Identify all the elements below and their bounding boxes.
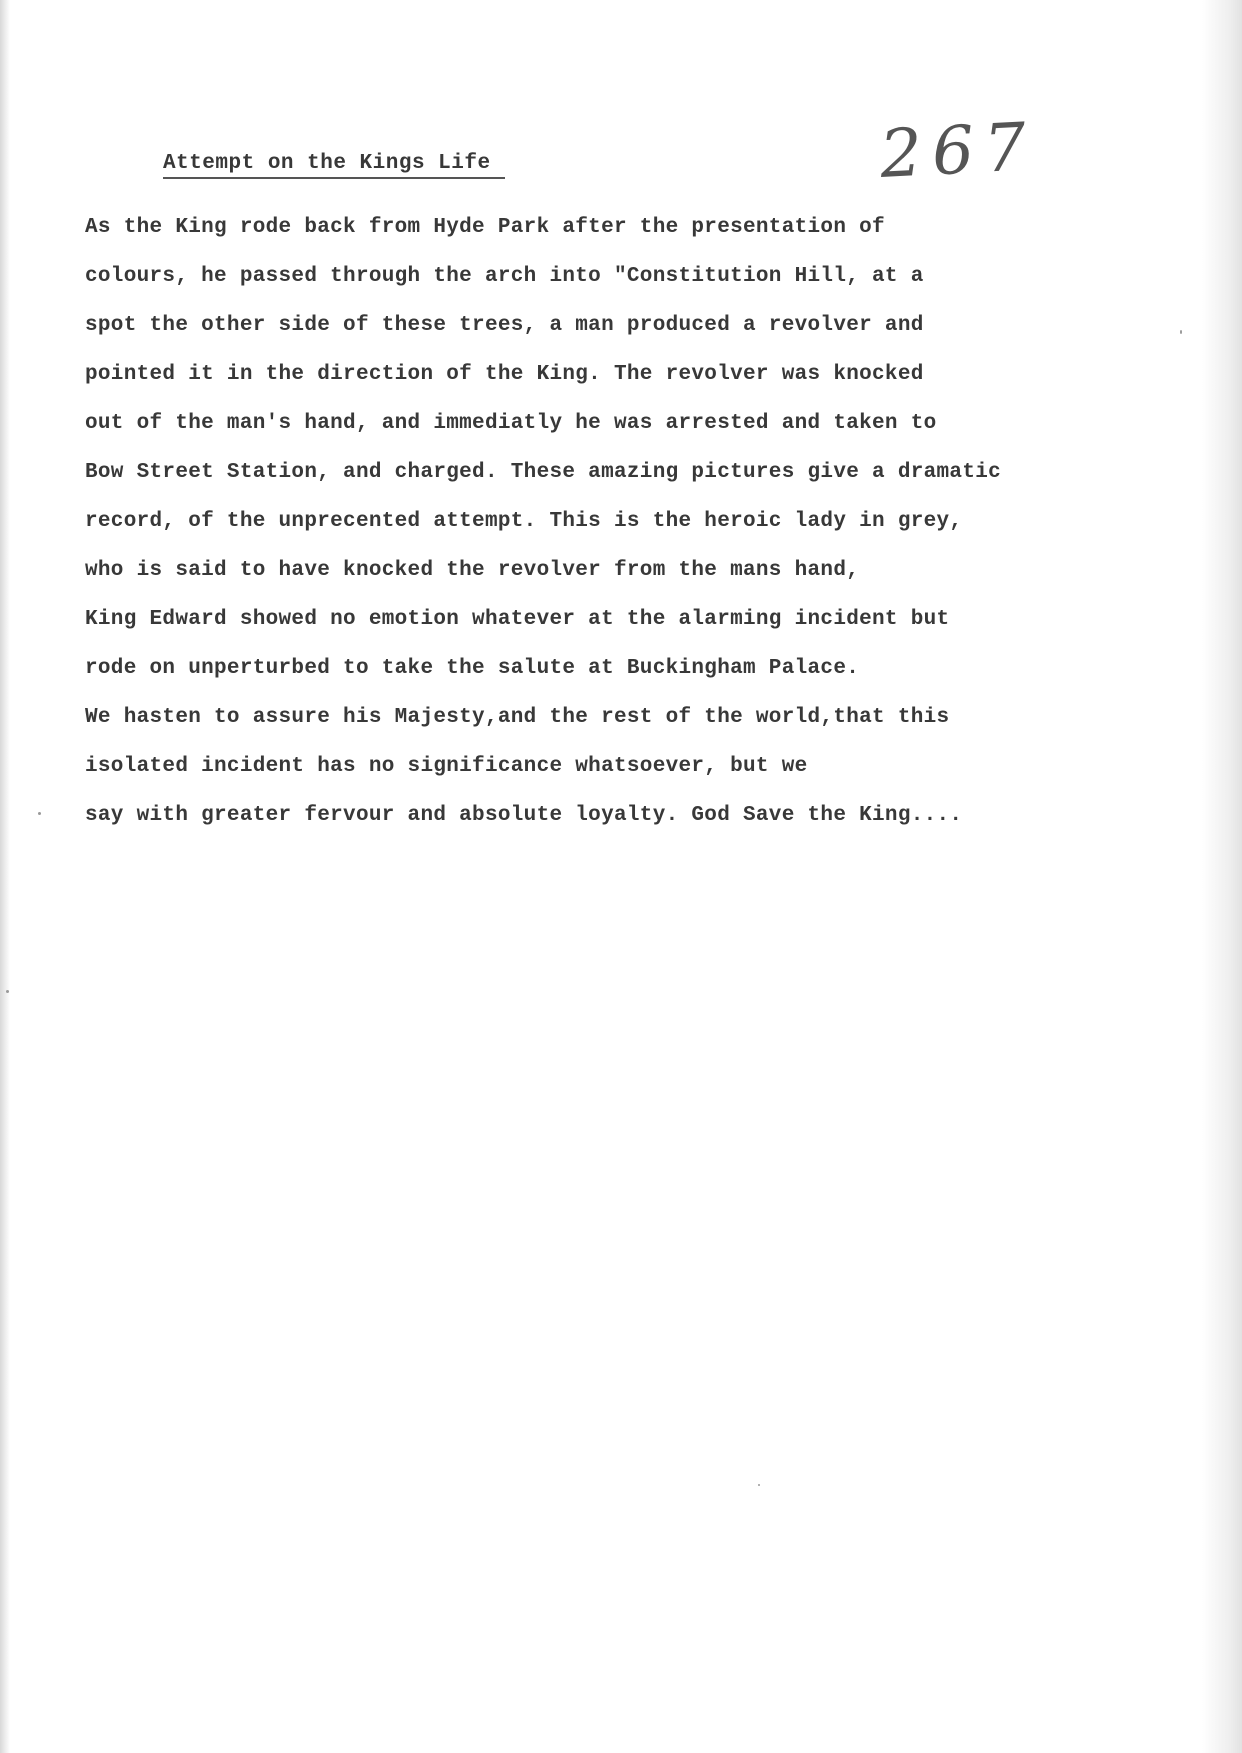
body-line: We hasten to assure his Majesty,and the rest of the world,that this [85,706,950,729]
scan-speck [6,990,9,993]
body-line: spot the other side of these trees, a man produced a revolver and [85,314,924,337]
body-line: out of the man's hand, and immediatly he was arrested and taken to [85,412,937,435]
scan-left-edge [0,0,10,1753]
document-title: Attempt on the Kings Life [163,152,505,179]
scan-speck [1180,330,1182,334]
document-body [85,203,1175,840]
body-line: rode on unperturbed to take the salute at Buckingham Palace. [85,657,860,680]
body-line: record, of the unprecented attempt. This is the heroic lady in grey, [85,510,963,533]
scan-speck [38,812,41,815]
body-line: say with greater fervour and absolute loyalty. God Save the King.... [85,804,963,827]
handwritten-folio-number: 267 [878,107,1038,194]
body-line: Bow Street Station, and charged. These amazing pictures give a dramatic [85,461,1002,484]
body-line: As the King rode back from Hyde Park after the presentation of [85,216,885,239]
body-line: isolated incident has no significance whatsoever, but we [85,755,808,778]
body-line: pointed it in the direction of the King. The revolver was knocked [85,363,924,386]
scan-right-edge [1202,0,1242,1753]
body-line: colours, he passed through the arch into "Constitution Hill, at a [85,265,924,288]
body-line: King Edward showed no emotion whatever at the alarming incident but [85,608,950,631]
body-line: who is said to have knocked the revolver from the mans hand, [85,559,860,582]
scan-speck [758,1484,760,1486]
